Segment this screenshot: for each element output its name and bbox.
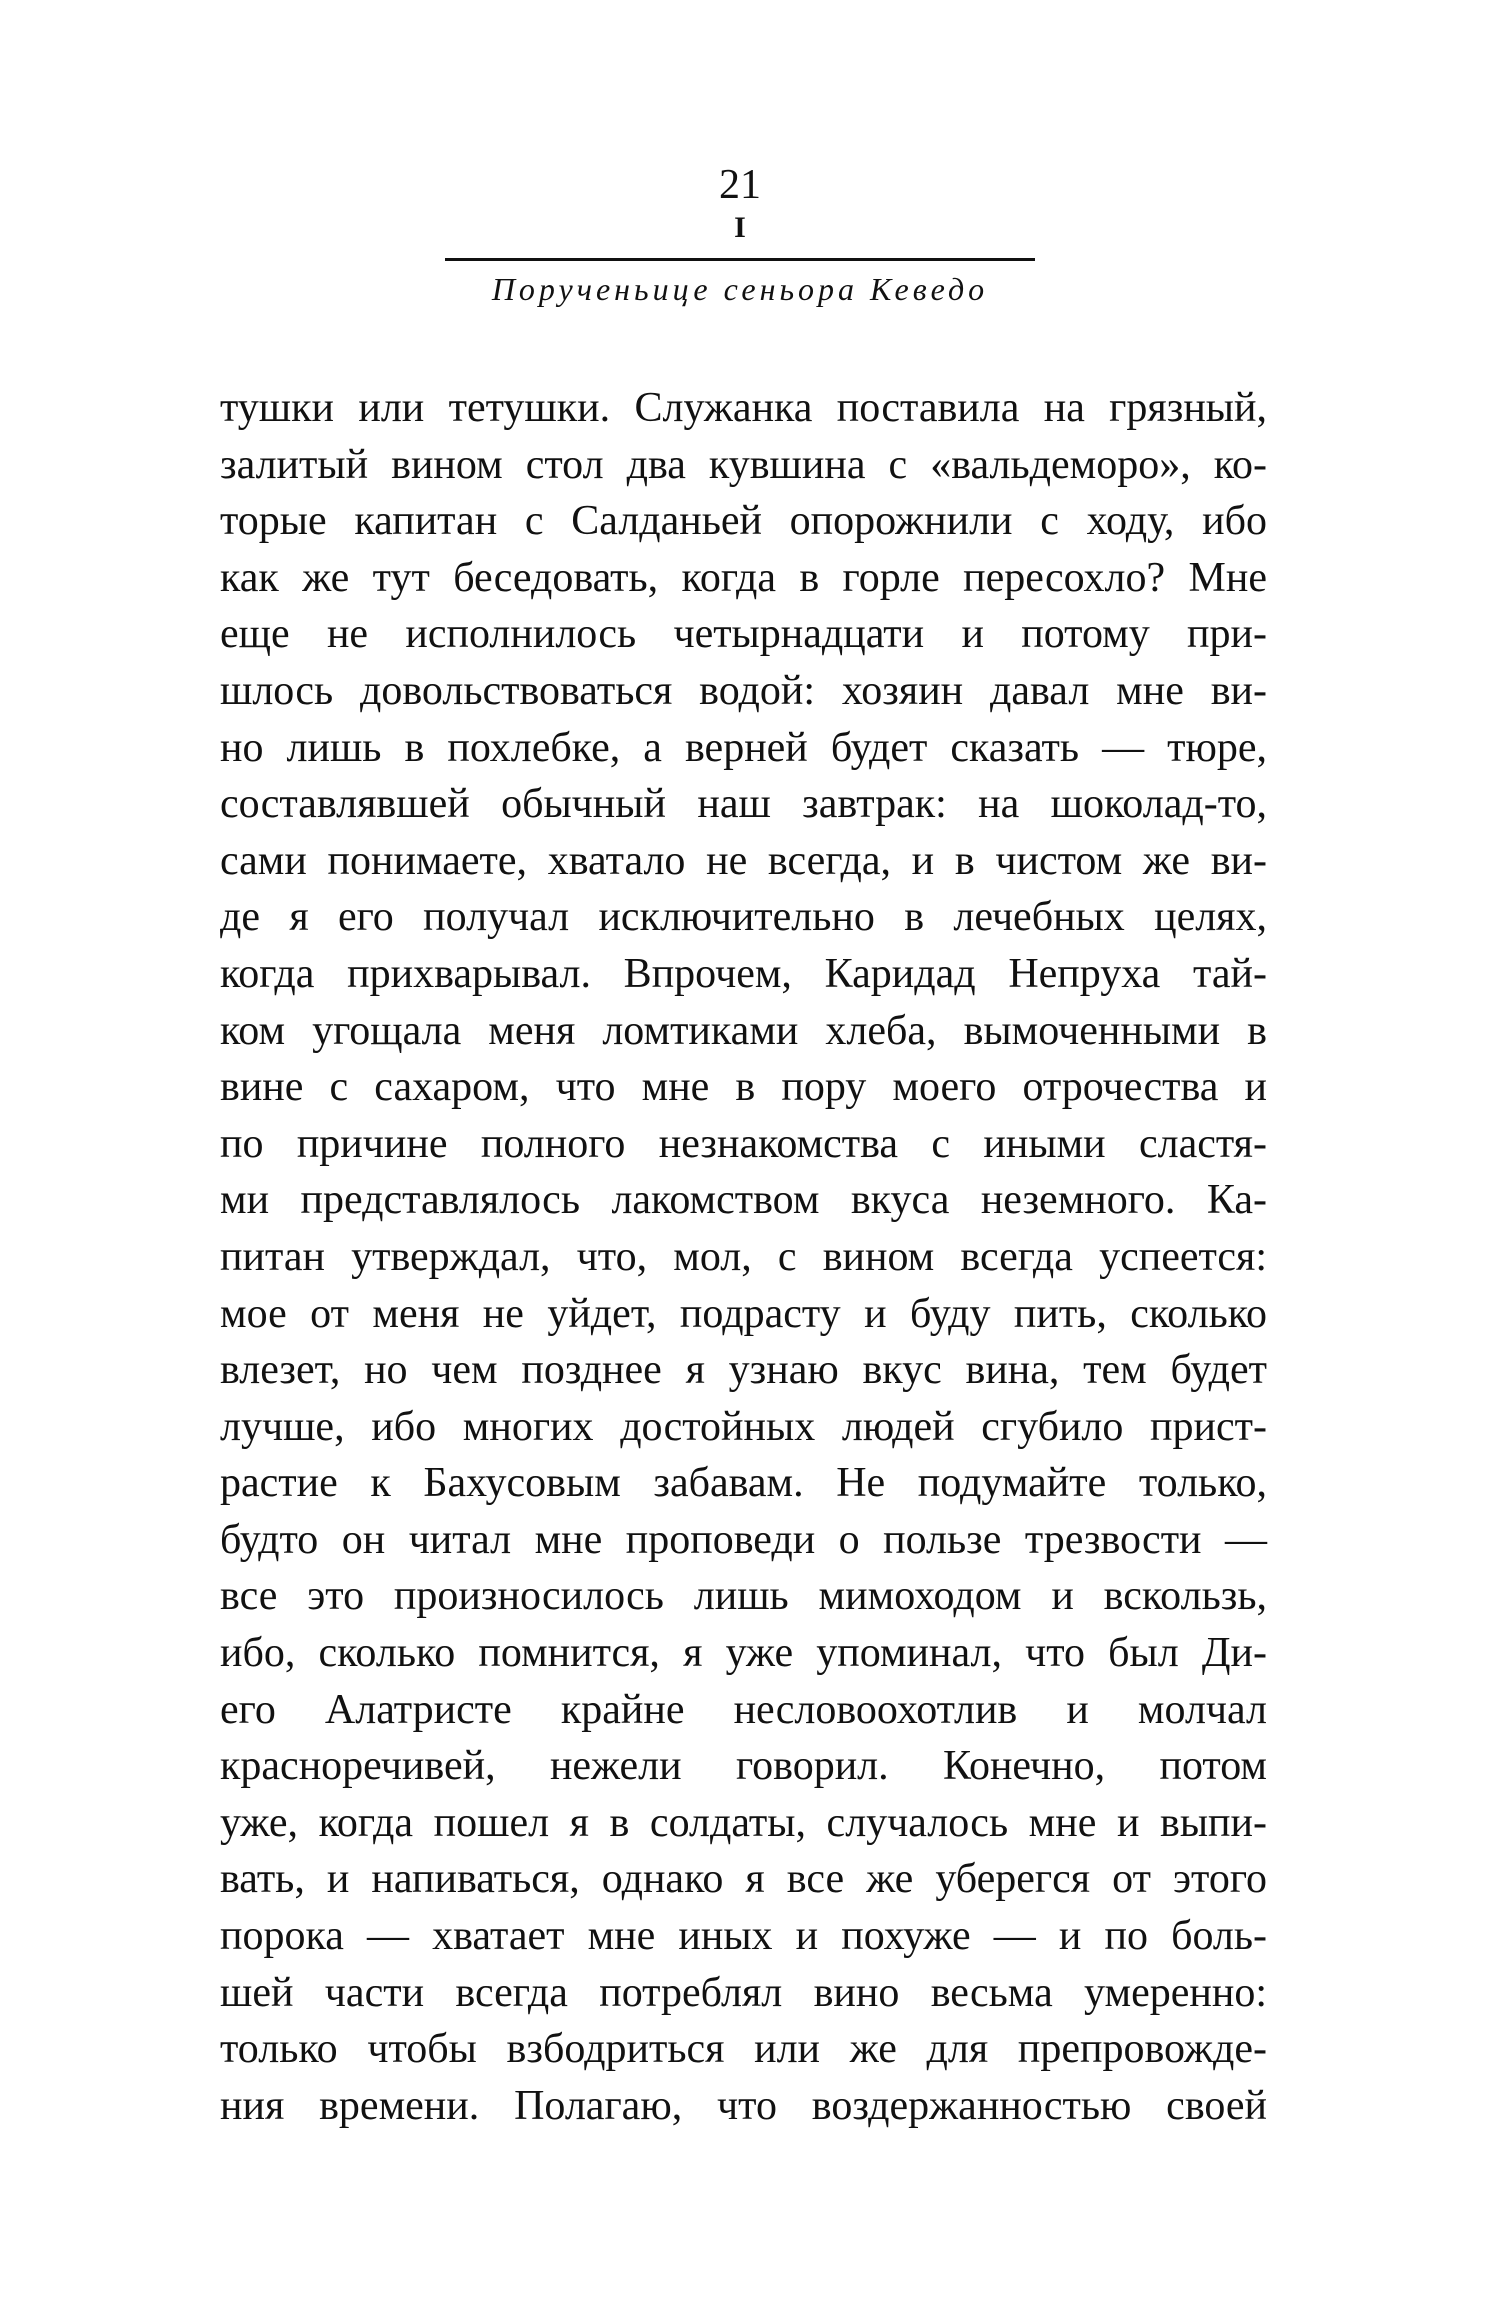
text-line: ния времени. Полагаю, что воздержанностью своей xyxy=(220,2082,1267,2129)
page-header xyxy=(445,160,1035,313)
text-line: тушки или тетушки. Служанка поставила на грязный, xyxy=(220,385,1267,431)
header-rule xyxy=(445,258,1035,261)
text-line: уже, когда пошел я в солдаты, случалось мне и выпи- xyxy=(220,1799,1267,1846)
text-line: вине с сахаром, что мне в пору моего отрочества и xyxy=(220,1064,1267,1111)
text-line: мое от меня не уйдет, подрасту и буду пить, сколько xyxy=(220,1290,1267,1337)
text-line: ми представлялось лакомством вкуса неземного. Ка- xyxy=(220,1177,1267,1224)
text-line: ибо, сколько помнится, я уже упоминал, что был Ди- xyxy=(220,1630,1267,1677)
text-line: ком угощала меня ломтиками хлеба, вымоченными в xyxy=(220,1007,1267,1054)
text-line: шлось довольствоваться водой: хозяин давал мне ви- xyxy=(220,667,1267,714)
text-line: все это произносилось лишь мимоходом и вскользь, xyxy=(220,1573,1267,1620)
text-line: залитый вином стол два кувшина с «вальдеморо», ко- xyxy=(220,441,1267,488)
text-line: красноречивей, нежели говорил. Конечно, потом xyxy=(220,1743,1267,1790)
text-line: влезет, но чем позднее я узнаю вкус вина, тем будет xyxy=(220,1347,1267,1394)
text-line: будто он читал мне проповеди о пользе трезвости — xyxy=(220,1516,1267,1563)
text-line: его Алатристе крайне несловоохотлив и молчал xyxy=(220,1686,1267,1733)
text-line: вать, и напиваться, однако я все же уберегся от этого xyxy=(220,1856,1267,1903)
text-line: по причине полного незнакомства с иными сластя- xyxy=(220,1120,1267,1167)
text-line: еще не исполнилось четырнадцати и потому при- xyxy=(220,611,1267,658)
text-line: составлявшей обычный наш завтрак: на шоколад-то, xyxy=(220,781,1267,828)
text-line: питан утверждал, что, мол, с вином всегда успеется: xyxy=(220,1233,1267,1280)
text-line: только чтобы взбодриться или же для препровожде- xyxy=(220,2026,1267,2073)
running-title: Порученьице сеньора Кеведо xyxy=(491,271,989,307)
chapter-number: I xyxy=(734,211,746,244)
text-line: но лишь в похлебке, а верней будет сказать — тюре, xyxy=(220,724,1267,771)
text-line: порока — хватает мне иных и похуже — и по боль- xyxy=(220,1913,1267,1960)
text-line: растие к Бахусовым забавам. Не подумайте только, xyxy=(220,1460,1267,1507)
text-line: когда прихварывал. Впрочем, Каридад Непруха тай- xyxy=(220,950,1267,997)
body-text xyxy=(220,380,1267,2134)
page-number: 21 xyxy=(719,162,761,208)
text-line: лучше, ибо многих достойных людей сгубило прист- xyxy=(220,1403,1267,1450)
text-line: шей части всегда потреблял вино весьма умеренно: xyxy=(220,1969,1267,2016)
text-line: сами понимаете, хватало не всегда, и в чистом же ви- xyxy=(220,837,1267,884)
text-line: торые капитан с Салданьей опорожнили с ходу, ибо xyxy=(220,498,1267,545)
text-line: де я его получал исключительно в лечебных целях, xyxy=(220,894,1267,941)
text-line: как же тут беседовать, когда в горле пересохло? Мне xyxy=(220,554,1267,601)
